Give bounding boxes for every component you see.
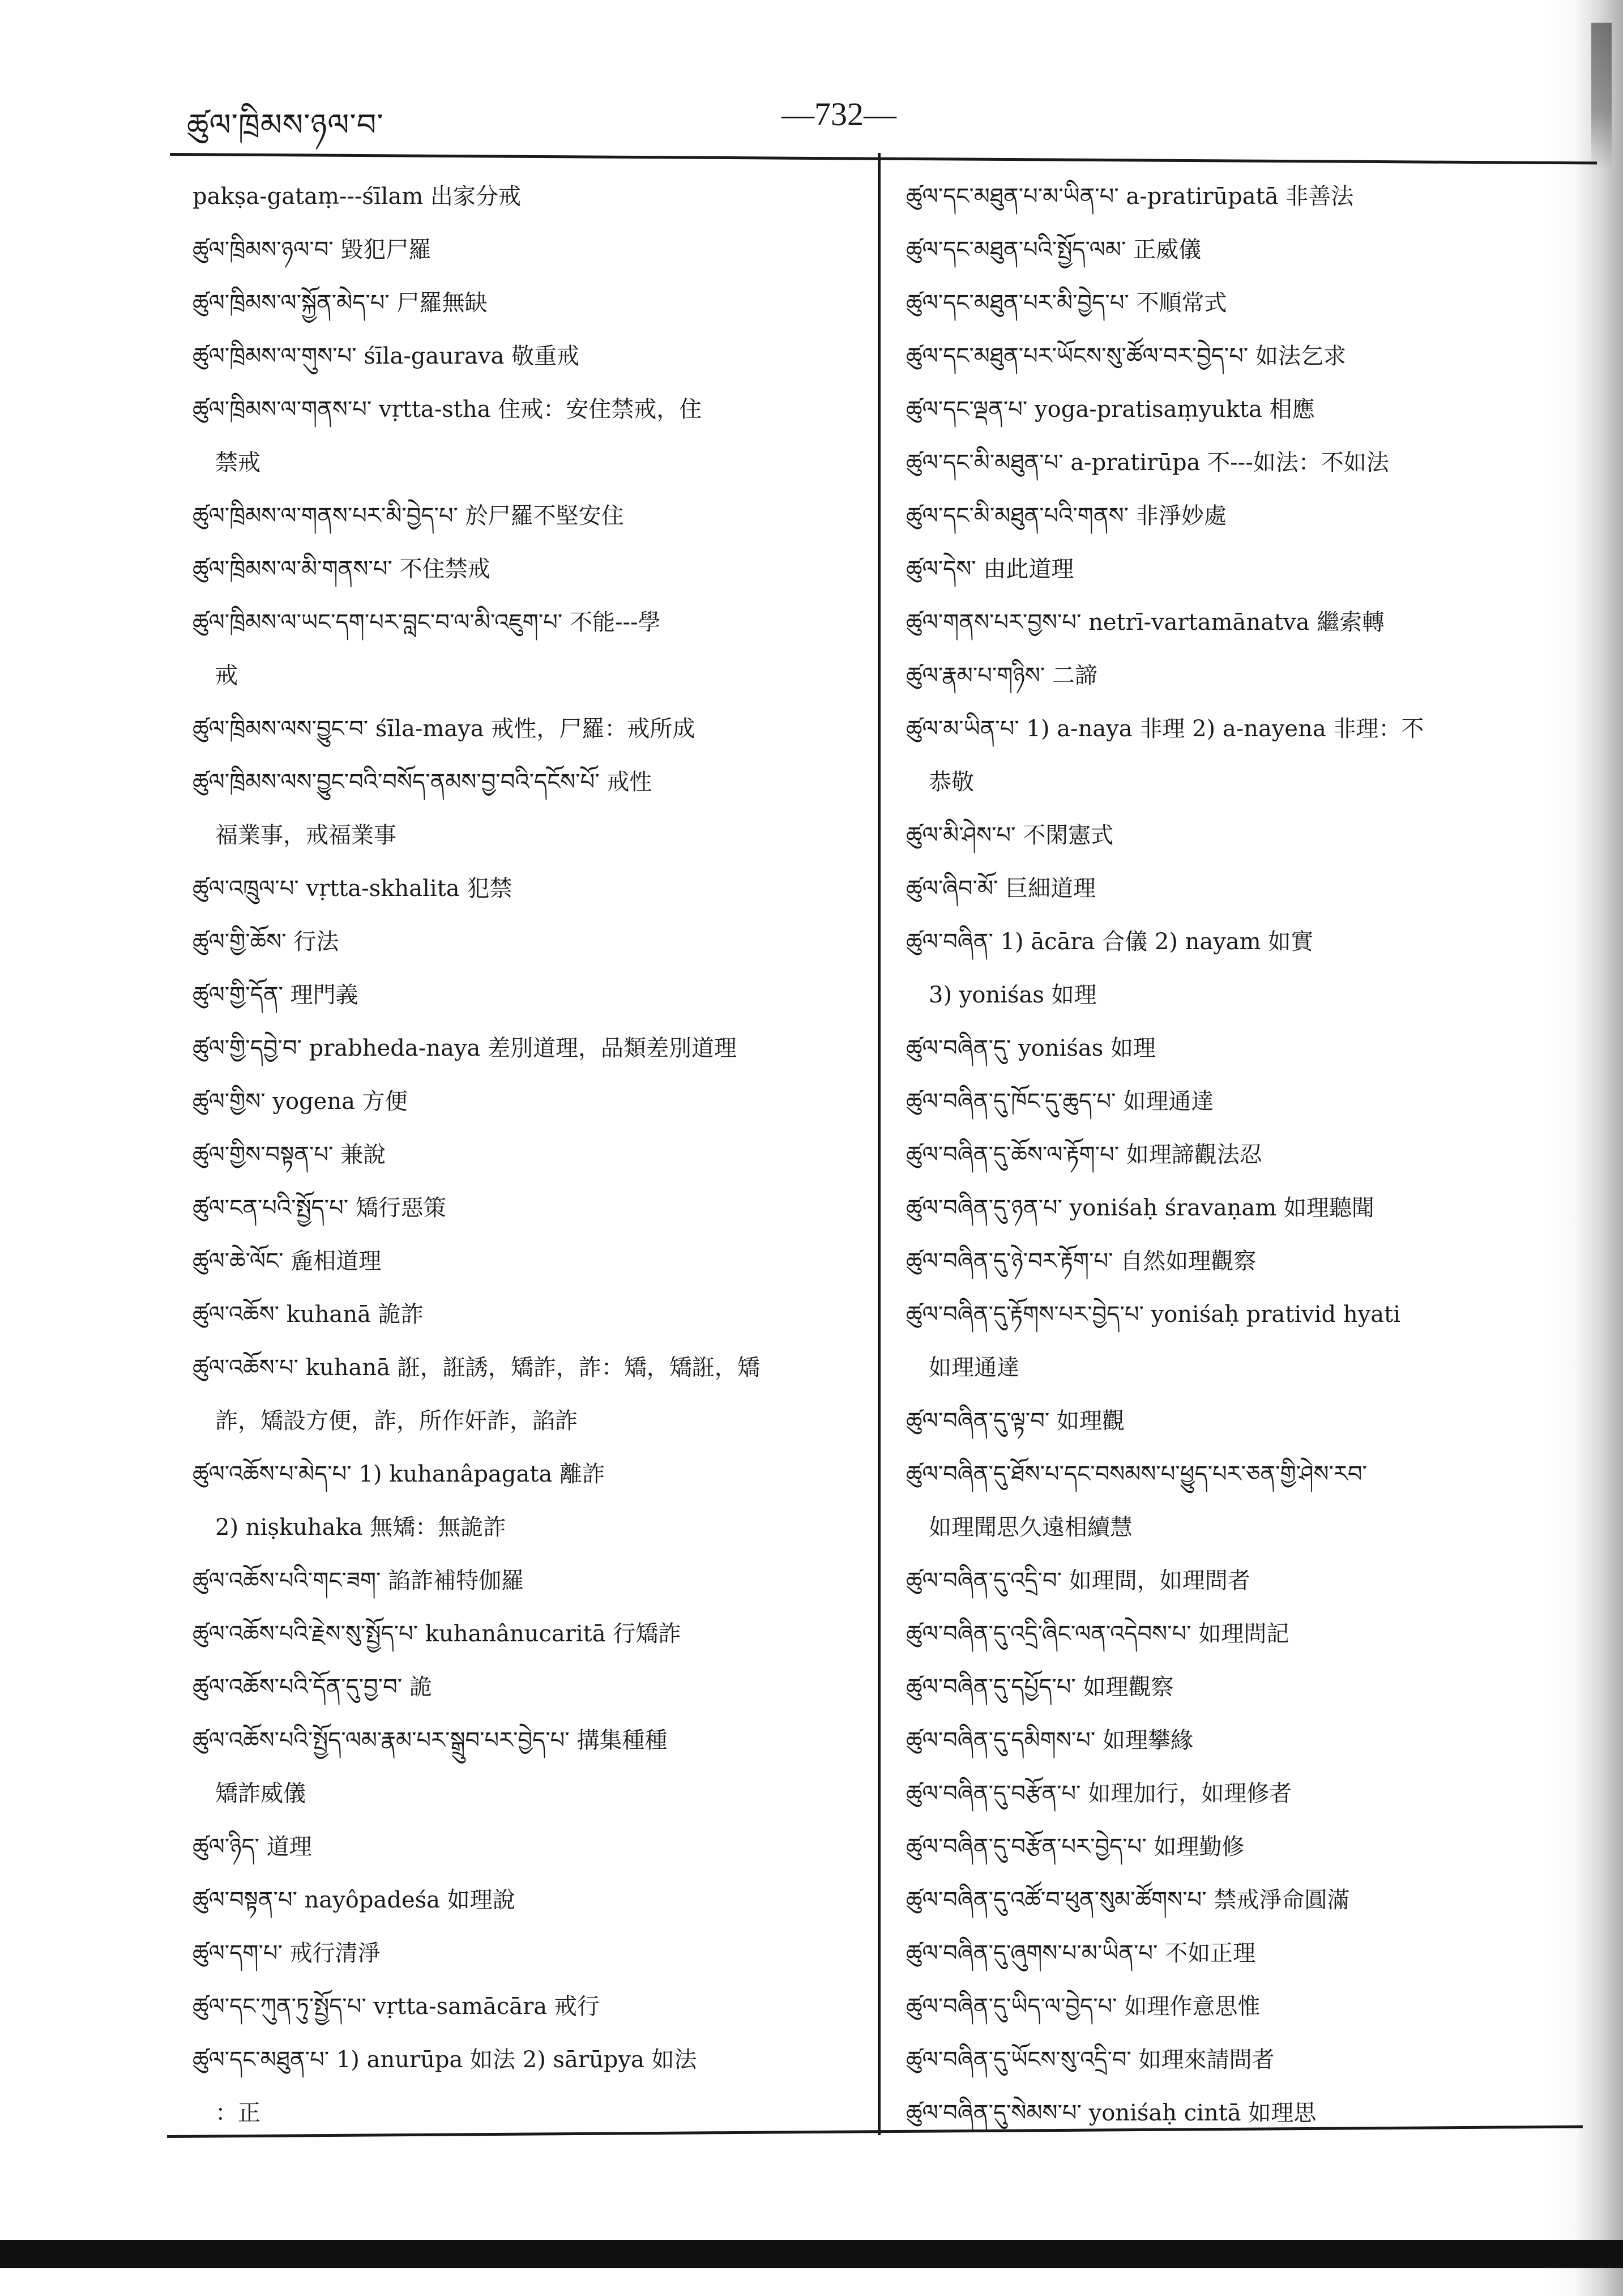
dictionary-entry: ཚུལ་འཆོས་པ་མེད་པ་ 1) kuhanâpagata 離詐 xyxy=(193,1461,605,1487)
dictionary-entry: ཚུལ་བཞིན་དུ་དཔྱོད་པ་ 如理觀察 xyxy=(906,1674,1174,1700)
right-column xyxy=(906,170,1574,2140)
dictionary-entry: ཚུལ་ཁྲིམས་ལས་བྱུང་བ་ śīla-maya 戒性，尸羅：戒所成 xyxy=(193,716,695,742)
dictionary-entry: ཚུལ་ཉིད་ 道理 xyxy=(193,1834,312,1860)
dictionary-entry: ཚུལ་དང་མཐུན་པར་མི་བྱེད་པ་ 不順常式 xyxy=(906,290,1227,316)
entry-continuation: 福業事，戒福業事 xyxy=(215,822,396,848)
scan-bottom-band xyxy=(0,2240,1623,2268)
entry-continuation: 如理通達 xyxy=(929,1355,1019,1381)
dictionary-entry: ཚུལ་ཁྲིམས་ལ་སྐྱོན་མེད་པ་ 尸羅無缺 xyxy=(193,290,488,316)
dictionary-entry: ཚུལ་བཞིན་དུ་ཉེ་བར་རྟོག་པ་ 自然如理觀察 xyxy=(906,1248,1257,1274)
dictionary-entry: ཚུལ་གྱི་དོན་ 理門義 xyxy=(193,982,358,1008)
entry-continuation: 禁戒 xyxy=(215,450,260,476)
running-head: ཚུལ་ཁྲིམས་ཉལ་བ་ xyxy=(187,107,384,143)
dictionary-entry: ཚུལ་ཁྲིམས་ཉལ་བ་ 毀犯尸羅 xyxy=(193,237,432,263)
dictionary-entry: ཚུལ་ཆེ་ལོང་ 麁相道理 xyxy=(193,1248,382,1274)
column-divider xyxy=(878,153,881,2135)
entry-continuation: 恭敬 xyxy=(929,769,974,795)
dictionary-entry: ཚུལ་འཆོས་པའི་རྗེས་སུ་སྤྱོད་པ་ kuhanânucaritā 行矯詐 xyxy=(193,1621,681,1647)
dictionary-entry: ཚུལ་འཆོས་པ་ kuhanā 誑，誑誘，矯詐，詐：矯，矯誑，矯 xyxy=(193,1355,760,1381)
dictionary-entry: ཚུལ་གནས་པར་བྱས་པ་ netrī-vartamānatva 繼索轉 xyxy=(906,609,1385,635)
scan-page-edge-mark xyxy=(1591,23,1612,170)
dictionary-entry: ཚུལ་བཞིན་དུ་དམིགས་པ་ 如理攀緣 xyxy=(906,1727,1193,1753)
left-column xyxy=(193,170,861,2140)
dictionary-entry: ཚུལ་བཞིན་དུ་ཡིད་ལ་བྱེད་པ་ 如理作意思惟 xyxy=(906,1994,1261,2020)
dictionary-entry: ཚུལ་ཁྲིམས་ལ་གུས་པ་ śīla-gaurava 敬重戒 xyxy=(193,343,580,369)
dictionary-entry: ཚུལ་དང་ཀུན་ཏུ་སྤྱོད་པ་ vṛtta-samācāra 戒行 xyxy=(193,1994,600,2020)
dictionary-entry: ཚུལ་ཁྲིམས་ལ་གནས་པར་མི་བྱེད་པ་ 於尸羅不堅安住 xyxy=(193,503,624,529)
dictionary-entry: ཚུལ་ངན་པའི་སྤྱོད་པ་ 矯行惡策 xyxy=(193,1195,446,1221)
dictionary-entry: ཚུལ་བཞིན་དུ་ yoniśas 如理 xyxy=(906,1035,1156,1061)
dictionary-entry: ཚུལ་འཆོས་པའི་སྤྱོད་ལམ་རྣམ་པར་སྒྲུབ་པར་བྱེད་པ་ 搆集種種 xyxy=(193,1727,668,1753)
dictionary-entry: ཚུལ་མི་ཤེས་པ་ 不閑憲式 xyxy=(906,822,1114,848)
entry-continuation: 2) niṣkuhaka 無矯：無詭詐 xyxy=(215,1514,506,1540)
dictionary-entry: ཚུལ་བཞིན་དུ་ཆོས་ལ་རྟོག་པ་ 如理諦觀法忍 xyxy=(906,1142,1262,1168)
dictionary-entry: ཚུལ་དང་མཐུན་པར་ཡོངས་སུ་ཚོལ་བར་བྱེད་པ་ 如法乞求 xyxy=(906,343,1346,369)
dictionary-entry: ཚུལ་ཁྲིམས་ལ་ཡང་དག་པར་བླང་བ་ལ་མི་འཇུག་པ་ 不能---學 xyxy=(193,609,661,635)
entry-continuation: 詐，矯設方便，詐，所作奸詐，諂詐 xyxy=(215,1408,578,1434)
dictionary-entry: pakṣa-gataṃ---śīlam 出家分戒 xyxy=(193,183,522,210)
dictionary-entry: ཚུལ་བཞིན་དུ་འདྲི་ཞིང་ལན་འདེབས་པ་ 如理問記 xyxy=(906,1621,1289,1647)
page-number: —732— xyxy=(781,96,896,133)
dictionary-entry: ཚུལ་རྣམ་པ་གཉིས་ 二諦 xyxy=(906,663,1097,689)
dictionary-entry: ཚུལ་བཞིན་དུ་ཞུགས་པ་མ་ཡིན་པ་ 不如正理 xyxy=(906,1940,1256,1966)
entry-continuation: 3) yoniśas 如理 xyxy=(929,982,1097,1008)
dictionary-entry: ཚུལ་བཞིན་དུ་འདྲི་བ་ 如理問，如理問者 xyxy=(906,1568,1250,1594)
dictionary-entry: ཚུལ་བཞིན་ 1) ācāra 合儀 2) nayam 如實 xyxy=(906,929,1314,955)
dictionary-entry: ཚུལ་དང་མི་མཐུན་པའི་གནས་ 非淨妙處 xyxy=(906,503,1227,529)
dictionary-entry: ཚུལ་བཞིན་དུ་སེམས་པ་ yoniśaḥ cintā 如理思 xyxy=(906,2100,1317,2126)
entry-continuation: 矯詐威儀 xyxy=(215,1781,306,1807)
dictionary-entry: ཚུལ་དང་མི་མཐུན་པ་ a-pratirūpa 不---如法：不如法 xyxy=(906,450,1389,476)
dictionary-entry: ཚུལ་བཞིན་དུ་ལྟ་བ་ 如理觀 xyxy=(906,1408,1125,1434)
dictionary-entry: ཚུལ་མ་ཡིན་པ་ 1) a-naya 非理 2) a-nayena 非理：不 xyxy=(906,716,1424,742)
dictionary-entry: ཚུལ་དང་མཐུན་པ་ 1) anurūpa 如法 2) sārūpya 如法 xyxy=(193,2047,697,2073)
dictionary-entry: ཚུལ་གྱི་དབྱེ་བ་ prabheda-naya 差別道理，品類差別道理 xyxy=(193,1035,737,1061)
top-rule xyxy=(170,153,1597,164)
dictionary-entry: ཚུལ་བཞིན་དུ་ཡོངས་སུ་འདྲི་བ་ 如理來請問者 xyxy=(906,2047,1275,2073)
dictionary-entry: ཚུལ་གྱིས་ yogena 方便 xyxy=(193,1089,408,1115)
dictionary-entry: ཚུལ་བཞིན་དུ་འཚོ་བ་ཕུན་སུམ་ཚོགས་པ་ 禁戒淨命圓滿 xyxy=(906,1887,1350,1913)
dictionary-entry: ཚུལ་བཞིན་དུ་བརྩོན་པ་ 如理加行，如理修者 xyxy=(906,1781,1292,1807)
dictionary-entry: ཚུལ་འཆོས་ kuhanā 詭詐 xyxy=(193,1301,424,1328)
dictionary-entry: ཚུལ་ཁྲིམས་ལ་གནས་པ་ vṛtta-stha 住戒：安住禁戒，住 xyxy=(193,396,702,423)
entry-continuation: 戒 xyxy=(215,663,238,689)
dictionary-entry: ཚུལ་འཆོས་པའི་དོན་དུ་བྱ་བ་ 詭 xyxy=(193,1674,432,1700)
dictionary-entry: ཚུལ་འཁྲུལ་པ་ vṛtta-skhalita 犯禁 xyxy=(193,876,512,902)
dictionary-entry: ཚུལ་ཞིབ་མོ་ 巨細道理 xyxy=(906,876,1096,902)
dictionary-entry: ཚུལ་དེས་ 由此道理 xyxy=(906,556,1074,582)
dictionary-entry: ཚུལ་གྱིས་བསྟན་པ་ 兼說 xyxy=(193,1142,386,1168)
dictionary-entry: ཚུལ་དང་མཐུན་པ་མ་ཡིན་པ་ a-pratirūpatā 非善法 xyxy=(906,183,1354,210)
entry-continuation: ：正 xyxy=(215,2100,260,2126)
dictionary-entry: ཚུལ་འཆོས་པའི་གང་ཟག་ 諂詐補特伽羅 xyxy=(193,1568,524,1594)
entry-continuation: 如理聞思久遠相續慧 xyxy=(929,1514,1133,1540)
dictionary-entry: ཚུལ་ཁྲིམས་ལ་མི་གནས་པ་ 不住禁戒 xyxy=(193,556,490,582)
dictionary-entry: ཚུལ་བཞིན་དུ་བརྩོན་པར་བྱེད་པ་ 如理勤修 xyxy=(906,1834,1245,1860)
dictionary-entry: ཚུལ་བཞིན་དུ་རྟོགས་པར་བྱེད་པ་ yoniśaḥ prativid hyati xyxy=(906,1301,1400,1328)
dictionary-entry: ཚུལ་བསྟན་པ་ nayôpadeśa 如理說 xyxy=(193,1887,515,1913)
dictionary-entry: ཚུལ་ཁྲིམས་ལས་བྱུང་བའི་བསོད་ནམས་བྱ་བའི་དངོས་པོ་ 戒性 xyxy=(193,769,652,795)
dictionary-entry: ཚུལ་དང་ལྡན་པ་ yoga-pratisaṃyukta 相應 xyxy=(906,396,1315,423)
dictionary-entry: ཚུལ་བཞིན་དུ་ཉན་པ་ yoniśaḥ śravaṇam 如理聽聞 xyxy=(906,1195,1374,1221)
dictionary-entry: ཚུལ་གྱི་ཆོས་ 行法 xyxy=(193,929,339,955)
dictionary-entry: ཚུལ་བཞིན་དུ་ཁོང་དུ་ཆུད་པ་ 如理通達 xyxy=(906,1089,1214,1115)
dictionary-entry: ཚུལ་དང་མཐུན་པའི་སྤྱོད་ལམ་ 正威儀 xyxy=(906,237,1202,263)
dictionary-entry: ཚུལ་དག་པ་ 戒行清淨 xyxy=(193,1940,381,1966)
dictionary-entry: ཚུལ་བཞིན་དུ་ཐོས་པ་དང་བསམས་པ་ཕྱུད་པར་ཅན་གྱི་ཤེས་རབ་ xyxy=(906,1461,1367,1487)
